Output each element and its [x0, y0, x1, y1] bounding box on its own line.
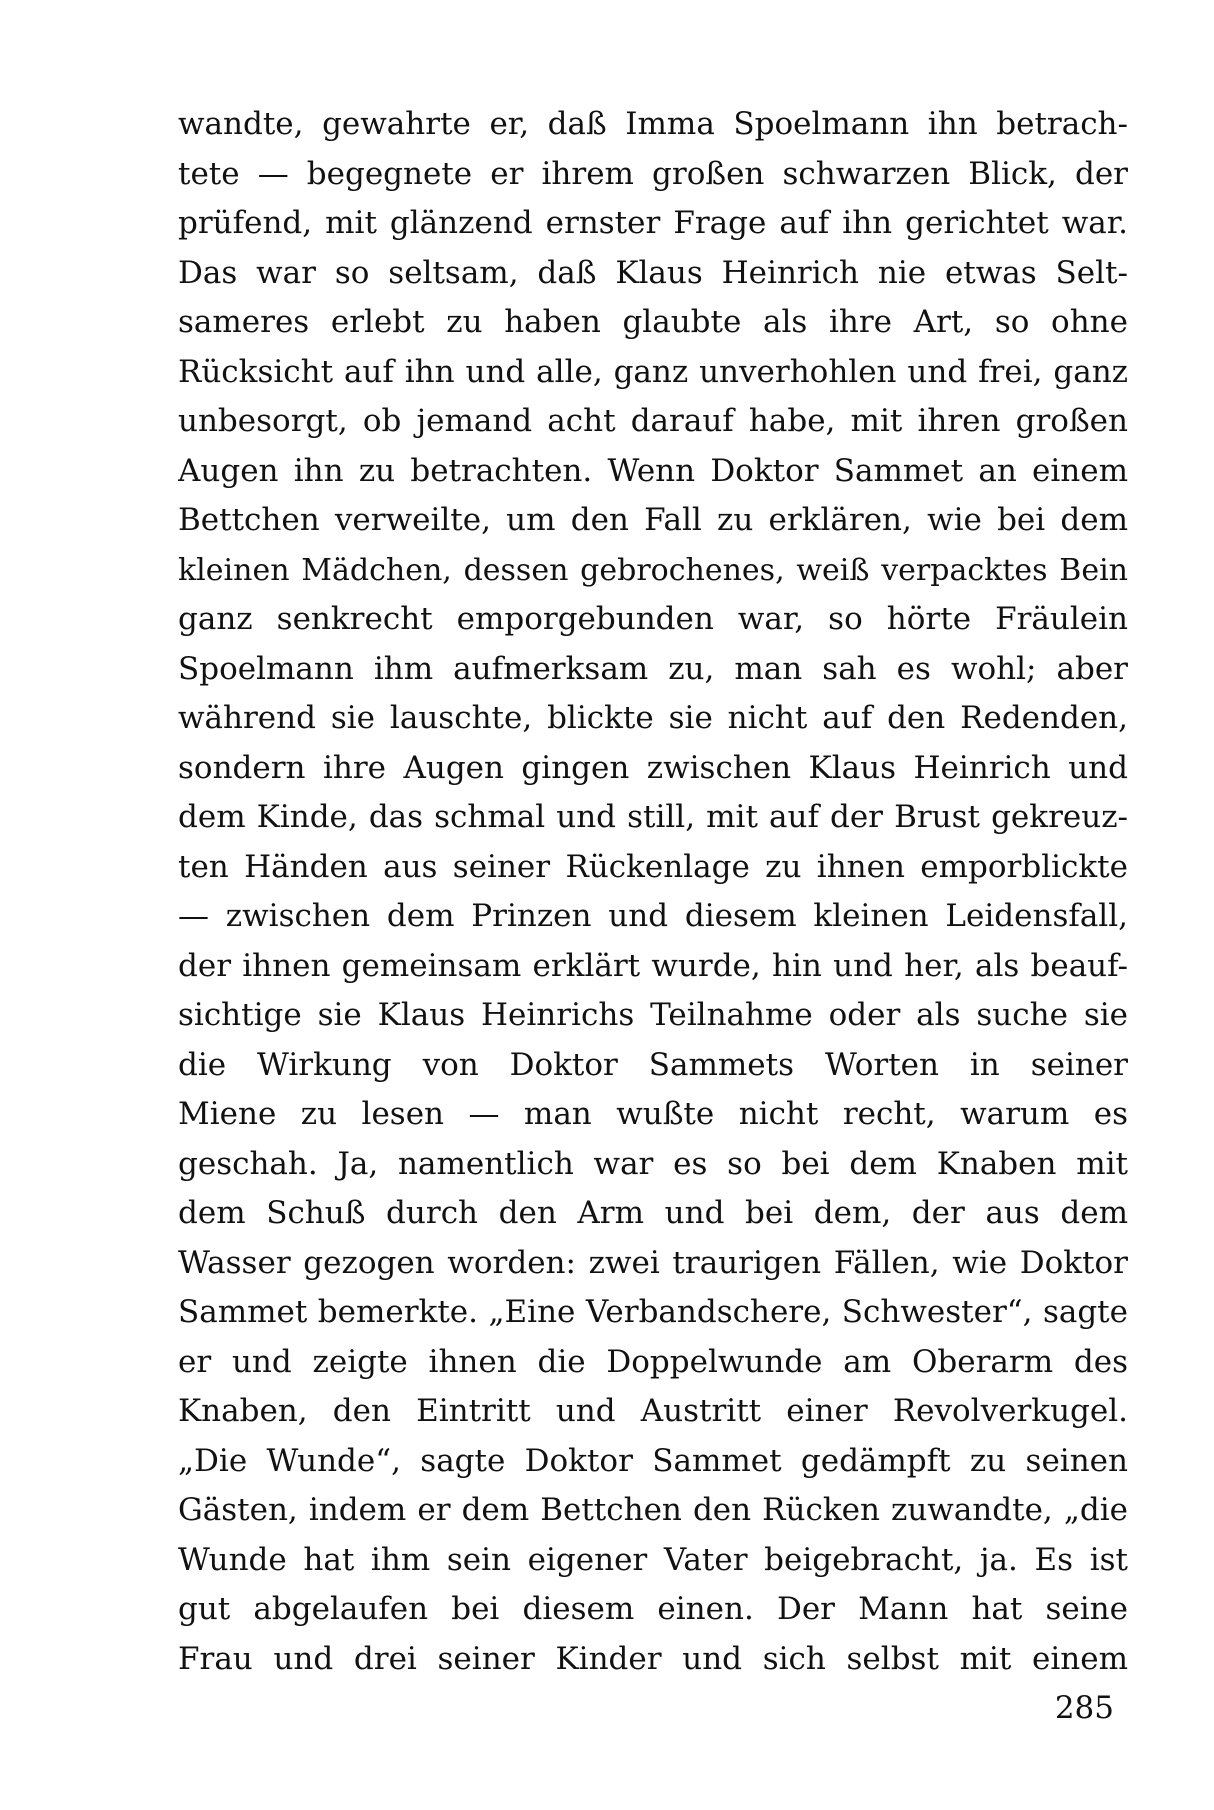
text-line: Knaben, den Eintritt und Austritt einer Revolverkugel.: [178, 1393, 1128, 1429]
text-line: Gästen, indem er dem Bettchen den Rücken zuwandte, „die: [178, 1492, 1128, 1528]
text-line: Spoelmann ihm aufmerksam zu, man sah es wohl; aber: [178, 650, 1128, 687]
text-line: Frau und drei seiner Kinder und sich selbst mit einem: [178, 1640, 1128, 1677]
body-text: [178, 100, 1128, 1684]
text-line: Wunde hat ihm sein eigener Vater beigebracht, ja. Es ist: [178, 1541, 1128, 1578]
text-line: der ihnen gemeinsam erklärt wurde, hin und her, als beauf-: [178, 947, 1128, 984]
text-line: Sammet bemerkte. „Eine Verbandschere, Schwester“, sagte: [178, 1294, 1128, 1330]
text-line: wandte, gewahrte er, daß Imma Spoelmann ihn betrach-: [178, 106, 1128, 142]
text-line: er und zeigte ihnen die Doppelwunde am Oberarm des: [178, 1343, 1128, 1380]
text-line: Wasser gezogen worden: zwei traurigen Fällen, wie Doktor: [178, 1244, 1128, 1281]
text-line: dem Kinde, das schmal und still, mit auf der Brust gekreuz-: [178, 799, 1128, 835]
text-line: während sie lauschte, blickte sie nicht auf den Redenden,: [178, 700, 1128, 736]
text-line: tete — begegnete er ihrem großen schwarzen Blick, der: [178, 155, 1128, 192]
text-line: geschah. Ja, namentlich war es so bei dem Knaben mit: [178, 1145, 1128, 1182]
text-line: ganz senkrecht emporgebunden war, so hörte Fräulein: [178, 601, 1128, 637]
text-line: Augen ihn zu betrachten. Wenn Doktor Sammet an einem: [178, 452, 1128, 489]
text-line: Bettchen verweilte, um den Fall zu erklären, wie bei dem: [178, 502, 1128, 538]
text-line: prüfend, mit glänzend ernster Frage auf ihn gerichtet war.: [178, 205, 1128, 241]
text-line: unbesorgt, ob jemand acht darauf habe, mit ihren großen: [178, 403, 1128, 439]
text-line: sameres erlebt zu haben glaubte als ihre Art, so ohne: [178, 304, 1128, 340]
text-line: „Die Wunde“, sagte Doktor Sammet gedämpft zu seinen: [178, 1442, 1128, 1479]
text-line: ten Händen aus seiner Rückenlage zu ihnen emporblickte: [178, 848, 1128, 885]
text-line: — zwischen dem Prinzen und diesem kleinen Leidensfall,: [178, 898, 1128, 934]
page-number: 285: [1054, 1690, 1114, 1726]
text-line: sichtige sie Klaus Heinrichs Teilnahme oder als suche sie: [178, 997, 1128, 1033]
text-line: Das war so seltsam, daß Klaus Heinrich nie etwas Selt-: [178, 254, 1128, 291]
text-line: Miene zu lesen — man wußte nicht recht, warum es: [178, 1096, 1128, 1132]
text-line: sondern ihre Augen gingen zwischen Klaus Heinrich und: [178, 749, 1128, 786]
text-line: dem Schuß durch den Arm und bei dem, der aus dem: [178, 1195, 1128, 1231]
text-line: die Wirkung von Doktor Sammets Worten in seiner: [178, 1046, 1128, 1083]
text-line: kleinen Mädchen, dessen gebrochenes, weiß verpacktes Bein: [178, 552, 1128, 588]
text-line: Rücksicht auf ihn und alle, ganz unverhohlen und frei, ganz: [178, 353, 1128, 390]
text-line: gut abgelaufen bei diesem einen. Der Mann hat seine: [178, 1591, 1128, 1627]
